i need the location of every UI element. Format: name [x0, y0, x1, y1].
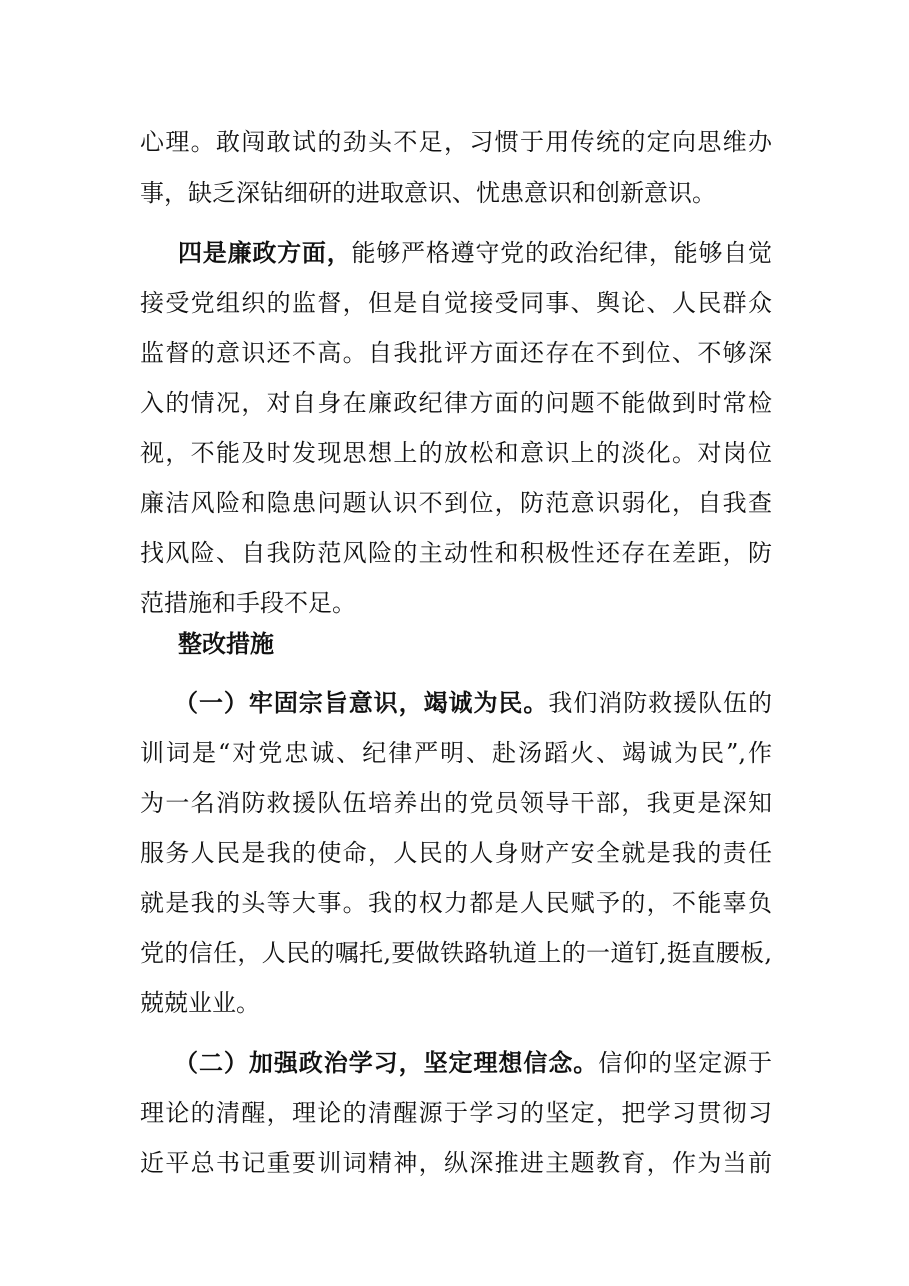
text-line: 范措施和手段不足。 [140, 589, 356, 617]
text-line: 训词是“对党忠诚、纪律严明、赴汤蹈火、竭诚为民”,作 [140, 739, 772, 767]
paragraph-heading: 四是廉政方面， [178, 238, 352, 267]
section-heading: 整改措施 [178, 629, 274, 658]
text-line: 廉洁风险和隐患问题认识不到位，防范意识弱化，自我查 [140, 489, 772, 517]
text-line: 为一名消防救援队伍培养出的党员领导干部，我更是深知 [140, 789, 772, 817]
text-line [178, 236, 772, 270]
text-span: 能够严格遵守党的政治纪律，能够自觉 [351, 239, 772, 267]
text-line: 事，缺乏深钻细研的进取意识、忧患意识和创新意识。 [140, 179, 716, 207]
text-line: 服务人民是我的使命，人民的人身财产安全就是我的责任 [140, 839, 772, 867]
text-line [174, 686, 772, 720]
text-span: 信仰的坚定源于 [598, 1049, 772, 1077]
text-line: 近平总书记重要训词精神，纵深推进主题教育，作为当前 [140, 1149, 772, 1177]
paragraph-heading: （二）加强政治学习，坚定理想信念。 [174, 1048, 599, 1077]
text-line: 视，不能及时发现思想上的放松和意识上的淡化。对岗位 [140, 439, 772, 467]
text-span: 我们消防救援队伍的 [548, 689, 772, 717]
text-line: 入的情况，对自身在廉政纪律方面的问题不能做到时常检 [140, 389, 772, 417]
text-line: 党的信任，人民的嘱托,要做铁路轨道上的一道钉,挺直腰板, [140, 939, 772, 967]
text-line: 监督的意识还不高。自我批评方面还存在不到位、不够深 [140, 339, 772, 367]
text-line: 找风险、自我防范风险的主动性和积极性还存在差距，防 [140, 539, 772, 567]
text-line: 理论的清醒，理论的清醒源于学习的坚定，把学习贯彻习 [140, 1099, 772, 1127]
text-line: 接受党组织的监督，但是自觉接受同事、舆论、人民群众 [140, 289, 772, 317]
text-line [174, 1046, 772, 1080]
text-line: 兢兢业业。 [140, 989, 260, 1017]
paragraph-heading: （一）牢固宗旨意识，竭诚为民。 [174, 688, 549, 717]
text-line: 心理。敢闯敢试的劲头不足，习惯于用传统的定向思维办 [140, 128, 772, 156]
text-line: 就是我的头等大事。我的权力都是人民赋予的，不能辜负 [140, 889, 772, 917]
